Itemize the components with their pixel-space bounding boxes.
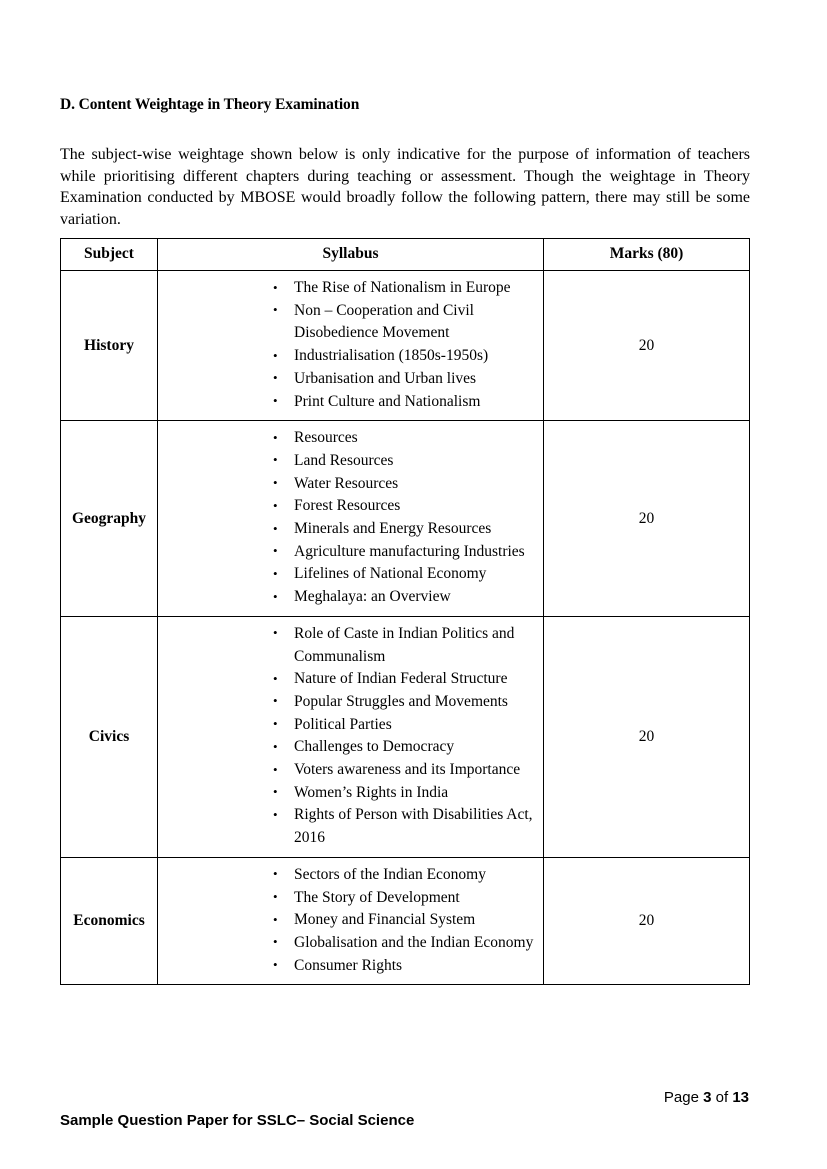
list-item: • Non – Cooperation and Civil Disobedience Movement [294, 300, 539, 345]
list-item: • Popular Struggles and Movements [294, 691, 539, 714]
table-row [61, 421, 750, 617]
page-total-number: 13 [732, 1089, 749, 1106]
topic-list [158, 623, 539, 850]
column-header-marks: Marks (80) [544, 239, 750, 271]
list-item: • Globalisation and the Indian Economy [294, 932, 539, 955]
page-label-prefix: Page [663, 1089, 704, 1106]
list-item: • Consumer Rights [294, 955, 539, 978]
table-row [61, 271, 750, 421]
intro-paragraph: The subject-wise weightage shown below is only indicative for the purpose of information of teachers while prioritising different chapters during teaching or assessment. Though the weightage in Theory Examination conducted by MBOSE would broadly follow the following pattern, there may still be some variation. [60, 146, 750, 228]
marks-value: 20 [544, 857, 750, 985]
list-item: • Resources [294, 427, 539, 450]
page-current-number: 3 [703, 1089, 712, 1106]
syllabus-topics [158, 271, 544, 421]
subject-name: Economics [61, 857, 158, 985]
topic-list [158, 427, 539, 609]
list-item: • Money and Financial System [294, 909, 539, 932]
column-header-syllabus: Syllabus [158, 239, 544, 271]
syllabus-topics [158, 857, 544, 985]
list-item: • Challenges to Democracy [294, 736, 539, 759]
list-item: • Industrialisation (1850s-1950s) [294, 345, 539, 368]
list-item: • Nature of Indian Federal Structure [294, 668, 539, 691]
marks-value: 20 [544, 421, 750, 617]
list-item: • Water Resources [294, 473, 539, 496]
list-item: • Forest Resources [294, 495, 539, 518]
list-item: • Role of Caste in Indian Politics and Communalism [294, 623, 539, 668]
table-row [61, 616, 750, 857]
list-item: • Print Culture and Nationalism [294, 391, 539, 414]
list-item: • Meghalaya: an Overview [294, 586, 539, 609]
list-item: • Women’s Rights in India [294, 782, 539, 805]
table-body [61, 271, 750, 985]
column-header-subject: Subject [61, 239, 158, 271]
list-item: • Agriculture manufacturing Industries [294, 541, 539, 564]
syllabus-topics [158, 421, 544, 617]
document-title-footer: Sample Question Paper for SSLC– Social Science [60, 1112, 415, 1129]
list-item: • Minerals and Energy Resources [294, 518, 539, 541]
content-weightage-table [60, 238, 750, 985]
list-item: • Urbanisation and Urban lives [294, 368, 539, 391]
topic-list [158, 864, 539, 978]
list-item: • The Rise of Nationalism in Europe [294, 277, 539, 300]
subject-name: History [61, 271, 158, 421]
syllabus-topics [158, 616, 544, 857]
topic-list [158, 277, 539, 413]
table-header-row [61, 239, 750, 271]
table-row [61, 857, 750, 985]
list-item: • Political Parties [294, 714, 539, 737]
list-item: • The Story of Development [294, 887, 539, 910]
subject-name: Civics [61, 616, 158, 857]
list-item: • Sectors of the Indian Economy [294, 864, 539, 887]
list-item: • Rights of Person with Disabilities Act, 2016 [294, 804, 539, 849]
marks-value: 20 [544, 271, 750, 421]
list-item: • Voters awareness and its Importance [294, 759, 539, 782]
section-heading: D. Content Weightage in Theory Examination [60, 96, 360, 113]
list-item: • Lifelines of National Economy [294, 563, 539, 586]
table-header [61, 239, 750, 271]
subject-name: Geography [61, 421, 158, 617]
marks-value: 20 [544, 616, 750, 857]
page-number-footer [664, 1089, 749, 1106]
page-label-middle: of [711, 1089, 733, 1106]
list-item: • Land Resources [294, 450, 539, 473]
